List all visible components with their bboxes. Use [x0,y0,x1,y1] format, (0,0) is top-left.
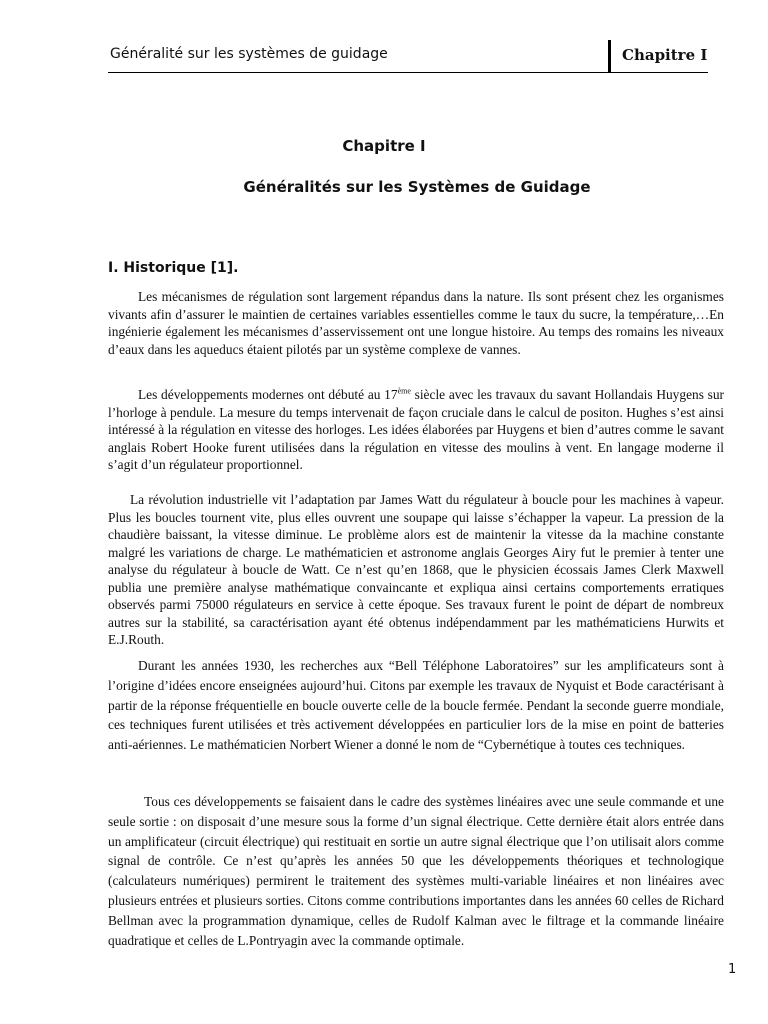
section-heading: I. Historique [1]. [108,260,239,276]
chapter-subtitle: Généralités sur les Systèmes de Guidage [243,178,591,196]
page-header [108,38,708,73]
paragraph-2-superscript: ème [397,386,411,396]
paragraph-2-text-before: Les développements modernes ont débuté au 17 [138,387,398,402]
header-left-title: Généralité sur les systèmes de guidage [110,46,388,62]
paragraph-4: Durant les années 1930, les recherches aux “Bell Téléphone Laboratoires” sur les amplificateurs sont à l’origine d’idées encore enseignées aujourd’hui. Citons par exemple les travaux de Nyquist et Bode caractérisant à partir de la réponse fréquentielle en boucle ouverte celle de la boucle fermée. Pendant la seconde guerre mondiale, ces techniques furent utilisées et très activement développées en particulier lors de la mise en point de batteries anti-aériennes. Le mathématicien Norbert Wiener a donné le nom de “Cybernétique à toutes ces techniques. [108,658,724,753]
header-divider [608,40,611,72]
header-chapter-label: Chapitre I [622,46,708,64]
paragraph-2-text-after: siècle avec les travaux du savant Hollandais Huygens sur l’horloge à pendule. La mesure du temps intervenait de façon cruciale dans le calcul de positon. Hughes s’est ainsi intéressé à la régulation en vitesse des horloges. Les idées élaborées par Huygens et bien d’autres comme le savant anglais Robert Hooke furent utilisées dans la régulation en vitesse des moulins à vent. En langage moderne il s’agit d’un régulateur proportionnel. [108,387,725,472]
page-number: 1 [728,962,737,977]
paragraph-5: Tous ces développements se faisaient dans le cadre des systèmes linéaires avec une seule commande et une seule sortie : on disposait d’une mesure sous la forme d’un signal électrique. Cette dernière était alors entrée dans un amplificateur (circuit électrique) qui restituait en sortie un autre signal électrique que l’on utilisait alors comme signal de contrôle. Ce n’est qu’après les années 50 que les développements théoriques et technologique (calculateurs numériques) permirent le traitement des systèmes multi-variable linéaires et non linéaires avec plusieurs entrées et plusieurs sorties. Citons comme contributions importantes dans les années 60 celles de Richard Bellman avec la programmation dynamique, celles de Rudolf Kalman avec le filtrage et la commande linéaire quadratique et celles de L.Pontryagin avec la commande optimale. [108,794,724,948]
paragraph-3: La révolution industrielle vit l’adaptation par James Watt du régulateur à boucle pour les machines à vapeur. Plus les boucles tournent vite, plus elles ouvrent une soupape qui laisse s’échapper la vapeur. La pression de la chaudière baissant, la vitesse diminue. Le problème alors est de maintenir la vitesse da la machine constante malgré les variations de charge. Le mathématicien et astronome anglais Georges Airy fut le premier à tenter une analyse du régulateur à boucle de Watt. Ce n’est qu’en 1868, que le physicien écossais James Clerk Maxwell publia une première analyse mathématique convaincante et expliqua ainsi certains comportements erratiques observés parmi 75000 régulateurs en service à cette époque. Ses travaux furent le point de départ de nombreux autres sur la stabilité, sa caractérisation ayant été obtenus indépendamment par les mathématiciens Hurwits et E.J.Routh. [108,492,724,647]
paragraph-1: Les mécanismes de régulation sont largement répandus dans la nature. Ils sont présent chez les organismes vivants afin d’assurer le maintien de certaines variables essentielles comme le taux du sucre, la température,…En ingénierie également les mécanismes d’asservissement ont une longue histoire. Au temps des romains les niveaux d’eaux dans les aqueducs étaient pilotés par un système complexe de vannes. [108,289,724,357]
chapter-title: Chapitre I [342,137,426,155]
paragraph-2 [108,386,724,474]
